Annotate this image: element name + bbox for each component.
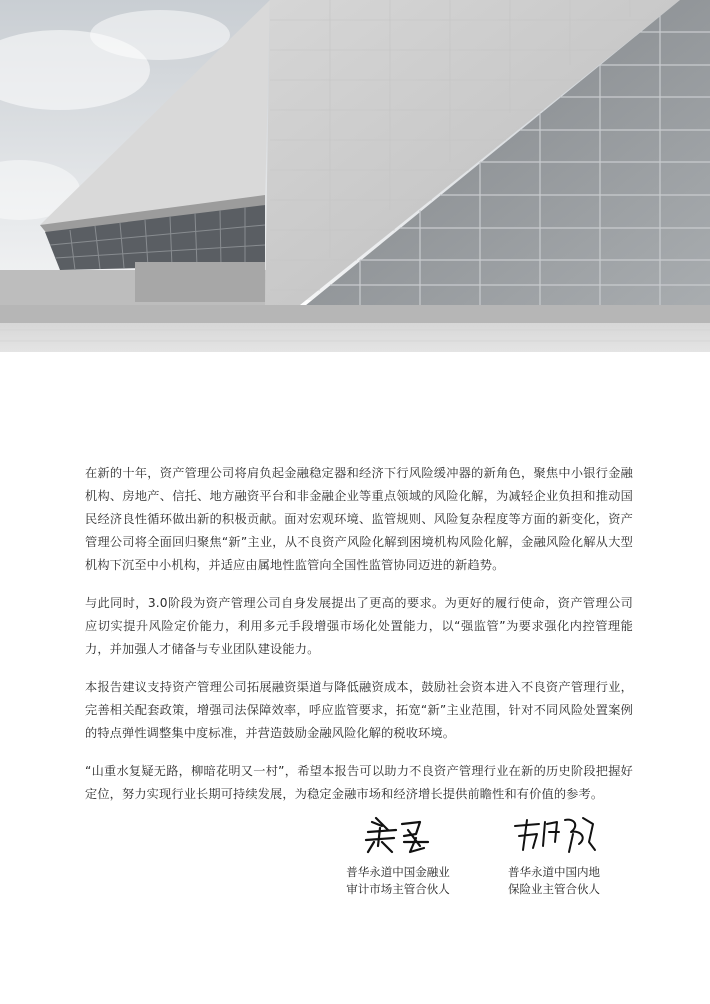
signer-title-right: 保险业主管合伙人 [508,882,600,896]
handwritten-signature-left [358,812,438,856]
signer-title-left: 审计市场主管合伙人 [346,882,450,896]
paragraph-2: 与此同时，3.0阶段为资产管理公司自身发展提出了更高的要求。为更好的履行使命，资产管理公司应切实提升风险定价能力，利用多元手段增强市场化处置能力，以“强监管”为要求强化内控管理能力，并加强人才储备与专业团队建设能力。 [85,596,633,656]
hero-architecture-photo [0,0,710,352]
signature-block-right [474,812,634,898]
letter-body [85,462,633,821]
signature-block-left [318,812,478,898]
paragraph-3: 本报告建议支持资产管理公司拓展融资渠道与降低融资成本，鼓励社会资本进入不良资产管理行业，完善相关配套政策，增强司法保障效率，呼应监管要求，拓宽“新”主业范围，针对不同风险处置案例的特点弹性调整集中度标准，并营造鼓励金融风险化解的税收环境。 [85,680,633,740]
paragraph-1: 在新的十年，资产管理公司将肩负起金融稳定器和经济下行风险缓冲器的新角色，聚焦中小银行金融机构、房地产、信托、地方融资平台和非金融企业等重点领域的风险化解，为减轻企业负担和推动国民经济良性循环做出新的积极贡献。面对宏观环境、监管规则、风险复杂程度等方面的新变化，资产管理公司将全面回归聚焦“新”主业，从不良资产风险化解到困境机构风险化解，金融风险化解从大型机构下沉至中小机构，并适应由属地性监管向全国性监管协同迈进的新趋势。 [85,466,633,572]
signer-org-right: 普华永道中国内地 [508,865,600,879]
signer-org-left: 普华永道中国金融业 [346,865,450,879]
handwritten-signature-right [509,812,599,856]
paragraph-4: “山重水复疑无路，柳暗花明又一村”，希望本报告可以助力不良资产管理行业在新的历史阶段把握好定位，努力实现行业长期可持续发展，为稳定金融市场和经济增长提供前瞻性和有价值的参考。 [85,764,633,801]
